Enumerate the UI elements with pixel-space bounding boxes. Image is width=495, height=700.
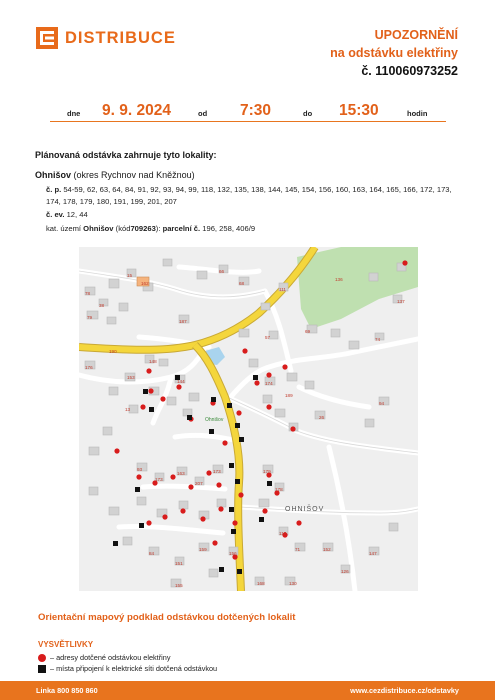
notice-title: UPOZORNĚNÍ bbox=[374, 28, 458, 42]
kat-prefix: kat. území bbox=[46, 224, 82, 233]
svg-text:163: 163 bbox=[177, 471, 185, 476]
kat-code: 709263 bbox=[130, 224, 156, 233]
svg-text:38: 38 bbox=[99, 303, 105, 308]
svg-text:68: 68 bbox=[239, 281, 245, 286]
svg-text:189: 189 bbox=[285, 393, 293, 398]
legend-square-text: – místa připojení k elektrické síti dotčená odstávkou bbox=[50, 664, 218, 673]
from-time: 7:30 bbox=[240, 102, 272, 119]
svg-text:79: 79 bbox=[87, 315, 93, 320]
svg-text:147: 147 bbox=[369, 551, 377, 556]
to-label: do bbox=[303, 109, 313, 118]
legend-dot-text: – adresy dotčené odstávkou elektřiny bbox=[50, 653, 171, 662]
notice-number: č. 110060973252 bbox=[361, 64, 458, 78]
place-name: Ohnišov bbox=[35, 170, 72, 180]
svg-text:148: 148 bbox=[149, 359, 157, 364]
parcel-label: parcelní č. bbox=[162, 224, 201, 233]
svg-text:179: 179 bbox=[263, 469, 271, 474]
svg-text:187: 187 bbox=[179, 319, 187, 324]
svg-text:71: 71 bbox=[295, 547, 301, 552]
svg-text:84: 84 bbox=[149, 551, 155, 556]
svg-text:13: 13 bbox=[125, 407, 131, 412]
notice-subtitle: na odstávku elektřiny bbox=[330, 46, 458, 60]
svg-text:176: 176 bbox=[85, 365, 93, 370]
cp-numbers: 54-59, 62, 63, 64, 84, 91, 92, 93, 94, 99, 118, 132, 135, 138, 144, 145, 154, 156, 160, 163, 164, 165, 166, 172, 173, 174, 178, 179, 180, 191, 199, 201, 207 bbox=[46, 185, 452, 206]
svg-text:117: 117 bbox=[279, 531, 287, 536]
svg-text:173: 173 bbox=[213, 469, 221, 474]
svg-text:153: 153 bbox=[127, 375, 135, 380]
svg-text:136: 136 bbox=[335, 277, 343, 282]
red-dot-icon bbox=[38, 654, 46, 662]
svg-text:137: 137 bbox=[397, 299, 405, 304]
svg-text:93: 93 bbox=[137, 467, 143, 472]
legend-row-dot bbox=[38, 653, 170, 662]
svg-text:15: 15 bbox=[127, 273, 133, 278]
svg-text:78: 78 bbox=[85, 291, 91, 296]
place-district: (okres Rychnov nad Kněžnou) bbox=[73, 170, 195, 180]
notice-header bbox=[330, 26, 458, 80]
brand-name: DISTRIBUCE bbox=[65, 28, 176, 47]
svg-text:57: 57 bbox=[265, 335, 271, 340]
svg-text:111: 111 bbox=[279, 287, 286, 292]
outage-date: 9. 9. 2024 bbox=[102, 102, 171, 119]
footer-bar bbox=[0, 681, 495, 700]
localities-heading: Plánovaná odstávka zahrnuje tyto lokality: bbox=[35, 150, 217, 160]
black-square-icon bbox=[38, 665, 46, 673]
svg-text:144: 144 bbox=[177, 379, 185, 384]
svg-text:74: 74 bbox=[375, 337, 381, 342]
svg-text:151: 151 bbox=[175, 561, 183, 566]
svg-text:178: 178 bbox=[275, 487, 283, 492]
kat-code-suffix: ): bbox=[155, 224, 161, 233]
parcel-numbers: 196, 258, 406/9 bbox=[202, 224, 256, 233]
legend-title: VYSVĚTLIVKY bbox=[38, 640, 94, 649]
to-time: 15:30 bbox=[339, 102, 379, 119]
day-label: dne bbox=[67, 109, 81, 118]
svg-text:207: 207 bbox=[195, 481, 203, 486]
from-label: od bbox=[198, 109, 208, 118]
cez-logo-icon bbox=[36, 27, 58, 49]
house-numbers bbox=[46, 184, 456, 208]
svg-text:26: 26 bbox=[319, 415, 325, 420]
schedule-line bbox=[50, 100, 446, 122]
kat-code-prefix: (kód bbox=[115, 224, 131, 233]
cez-distribuce-logo bbox=[36, 27, 176, 49]
svg-text:162: 162 bbox=[141, 281, 149, 286]
svg-text:152: 152 bbox=[323, 547, 331, 552]
map-graphic bbox=[79, 247, 418, 591]
svg-text:173: 173 bbox=[155, 477, 163, 482]
cp-label: č. p. bbox=[46, 185, 62, 194]
svg-text:156: 156 bbox=[229, 551, 237, 556]
hotline: Linka 800 850 860 bbox=[36, 686, 98, 695]
svg-text:155: 155 bbox=[175, 583, 183, 588]
svg-text:130: 130 bbox=[289, 581, 297, 586]
map-village-label: OHNIŠOV bbox=[285, 506, 325, 513]
map-caption: Orientační mapový podklad odstávkou dotčených lokalit bbox=[38, 612, 296, 623]
ce-numbers: 12, 44 bbox=[66, 210, 88, 219]
svg-text:174: 174 bbox=[265, 381, 273, 386]
svg-text:94: 94 bbox=[379, 401, 385, 406]
registration-numbers bbox=[46, 210, 88, 219]
cadastral-line bbox=[46, 224, 255, 233]
place-line bbox=[35, 170, 195, 180]
svg-text:190: 190 bbox=[109, 349, 117, 354]
website-link[interactable]: www.cezdistribuce.cz/odstavky bbox=[350, 686, 459, 695]
svg-text:69: 69 bbox=[305, 329, 311, 334]
kat-name: Ohnišov bbox=[83, 224, 114, 233]
outage-map bbox=[79, 247, 418, 591]
map-center-label: Ohnišov bbox=[205, 417, 224, 423]
legend-row-square bbox=[38, 664, 217, 673]
svg-text:66: 66 bbox=[219, 269, 225, 274]
ce-label: č. ev. bbox=[46, 210, 65, 219]
svg-text:168: 168 bbox=[257, 581, 265, 586]
svg-text:159: 159 bbox=[199, 547, 207, 552]
unit-label: hodin bbox=[407, 109, 428, 118]
svg-text:126: 126 bbox=[341, 569, 349, 574]
